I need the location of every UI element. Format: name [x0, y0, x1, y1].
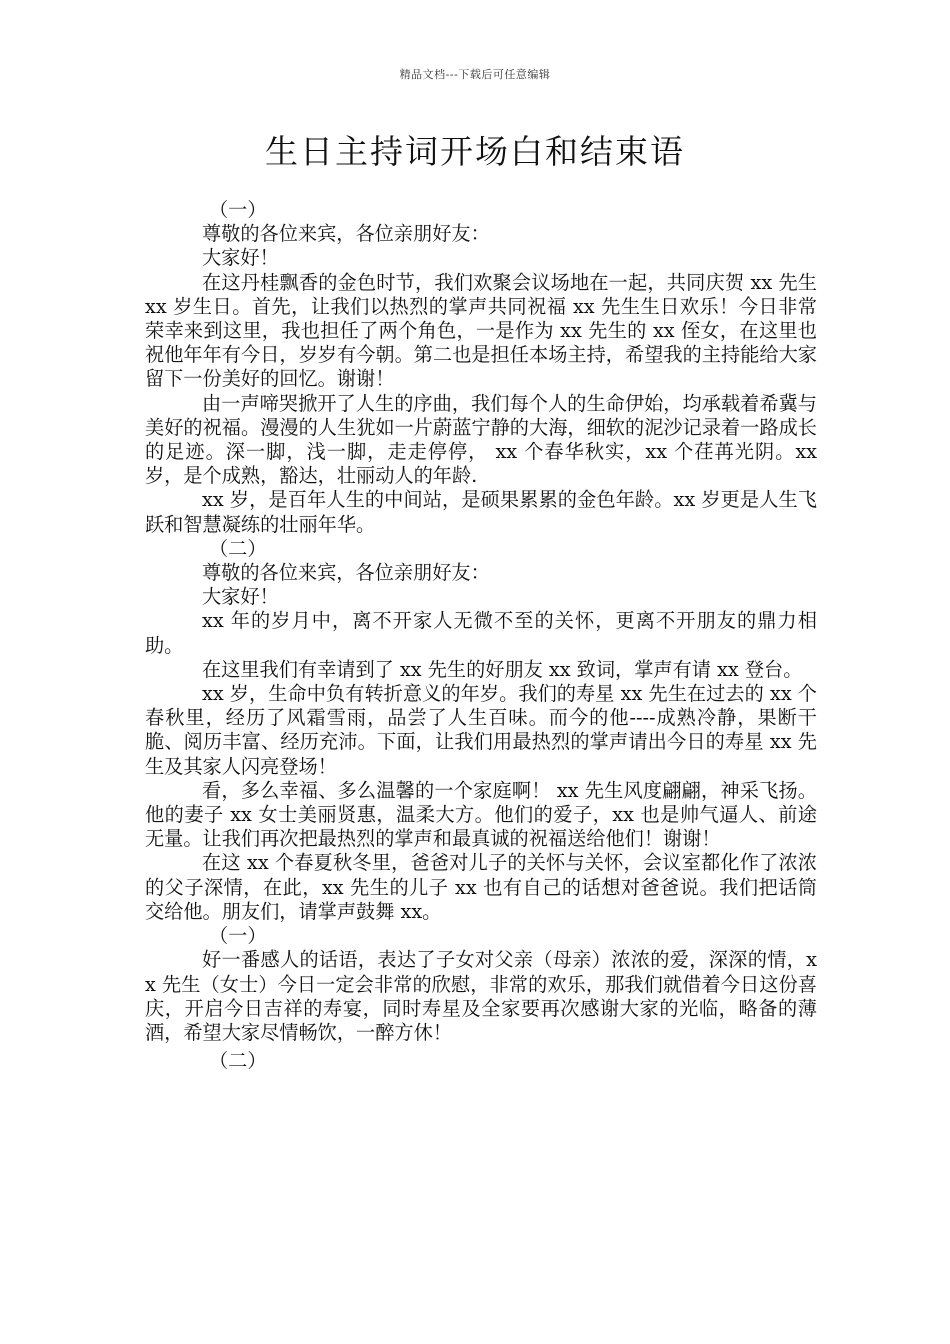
paragraph: xx 年的岁月中，离不开家人无微不至的关怀，更离不开朋友的鼎力相助。 — [145, 609, 817, 657]
paragraph: 在这丹桂飘香的金色时节，我们欢聚会议场地在一起，共同庆贺 xx 先生 xx 岁生日。首先，让我们以热烈的掌声共同祝福 xx 先生生日欢乐！今日非常荣幸来到这里，我也担任了两个角色，一是作为 xx 先生的 xx 侄女，在这里也祝他年年有今日，岁岁有今朝。第二也是担任本场主持，希望我的主持能给大家留下一份美好的回忆。谢谢！ — [145, 270, 817, 391]
section-heading: （一） — [209, 198, 267, 221]
section-heading: （二） — [209, 536, 267, 560]
paragraph: 尊敬的各位来宾，各位亲朋好友： — [202, 561, 490, 585]
paragraph: 尊敬的各位来宾，各位亲朋好友： — [202, 222, 490, 246]
paragraph: 看，多么幸福、多么温馨的一个家庭啊！ xx 先生风度翩翩，神采飞扬。他的妻子 xx 女士美丽贤惠，温柔大方。他们的爱子，xx 也是帅气逼人、前途无量。让我们再次把最热烈的掌声和最真诚的祝福送给他们！谢谢！ — [145, 778, 817, 851]
paragraph: 大家好！ — [202, 246, 279, 270]
document-body — [145, 198, 817, 1073]
document-title: 生日主持词开场白和结束语 — [265, 132, 685, 171]
paragraph: 好一番感人的话语，表达了子女对父亲（母亲）浓浓的爱，深深的情，xx 先生（女士）今日一定会非常的欣慰，非常的欢乐，那我们就借着今日这份喜庆，开启今日吉祥的寿宴，同时寿星及全家要再次感谢大家的光临，略备的薄酒，希望大家尽情畅饮，一醉方休！ — [145, 948, 817, 1044]
paragraph: xx 岁，是百年人生的中间站，是硕果累累的金色年龄。xx 岁更是人生飞跃和智慧凝练的壮丽年华。 — [145, 488, 817, 536]
paragraph: 在这 xx 个春夏秋冬里，爸爸对儿子的关怀与关怀，会议室都化作了浓浓的父子深情，在此，xx 先生的儿子 xx 也有自己的话想对爸爸说。我们把话筒交给他。朋友们，请掌声鼓舞 xx。 — [145, 851, 817, 923]
section-heading: （二） — [209, 1049, 267, 1073]
paragraph: 由一声啼哭掀开了人生的序曲，我们每个人的生命伊始，均承载着希冀与美好的祝福。漫漫的人生犹如一片蔚蓝宁静的大海，细软的泥沙记录着一路成长的足迹。深一脚，浅一脚，走走停停， xx 个春华秋实，xx 个荏苒光阴。xx 岁，是个成熟，豁达，壮丽动人的年龄. — [145, 391, 817, 488]
paragraph: xx 岁，生命中负有转折意义的年岁。我们的寿星 xx 先生在过去的 xx 个春秋里，经历了风霜雪雨，品尝了人生百味。而今的他----成熟冷静，果断干脆、阅历丰富、经历充沛。下面，让我们用最热烈的掌声请出今日的寿星 xx 先生及其家人闪亮登场！ — [145, 682, 817, 778]
paragraph: 大家好！ — [202, 585, 279, 609]
header-note: 精品文档---下载后可任意编辑 — [399, 68, 551, 81]
paragraph: 在这里我们有幸请到了 xx 先生的好朋友 xx 致词，掌声有请 xx 登台。 — [202, 657, 803, 681]
section-heading: （一） — [209, 924, 267, 948]
